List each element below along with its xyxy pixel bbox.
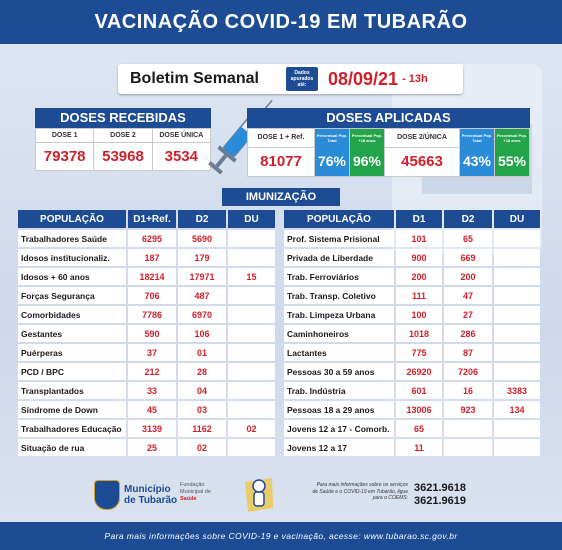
table-row (284, 325, 540, 342)
population-cell: Comorbidades (18, 306, 126, 323)
d2-cell: 1162 (178, 420, 226, 437)
d2-cell: 487 (178, 287, 226, 304)
foundation-line3: Saúde (180, 496, 197, 502)
d1-cell: 100 (396, 306, 442, 323)
table-row (18, 249, 275, 266)
d2-cell: 7206 (444, 363, 492, 380)
d1-cell: 3139 (128, 420, 176, 437)
d1-cell: 101 (396, 230, 442, 247)
population-cell: Trabalhadores Educação (18, 420, 126, 437)
col-header-population: POPULAÇÃO (18, 210, 126, 228)
col-header-d1: D1+Ref. (128, 210, 176, 228)
d2-cell: 200 (444, 268, 492, 285)
table-header-row (18, 210, 275, 228)
col-header-du: DU (494, 210, 540, 228)
table-row (284, 363, 540, 380)
d1-cell: 18214 (128, 268, 176, 285)
table-row (18, 363, 275, 380)
col-header-d1: D1 (396, 210, 442, 228)
table-row (18, 439, 275, 456)
bottom-info-bar (0, 522, 562, 550)
du-cell (228, 249, 275, 266)
d1-cell: 590 (128, 325, 176, 342)
population-cell: Prof. Sistema Prisional (284, 230, 394, 247)
population-cell: Trab. Indústria (284, 382, 394, 399)
d1-cell: 26920 (396, 363, 442, 380)
population-cell: Trab. Ferroviários (284, 268, 394, 285)
page-header (0, 0, 562, 44)
doses-received-title: DOSES RECEBIDAS (35, 108, 211, 128)
municipality-name (124, 484, 177, 506)
d2-cell: 286 (444, 325, 492, 342)
received-single-label: DOSE ÚNICA (153, 129, 210, 143)
pct1-adult-value: 96% (352, 153, 382, 169)
pct2-adult-value: 55% (497, 153, 527, 169)
pct1-total-label: Percentual Pop. Total (316, 133, 348, 143)
received-dose1-value: 79378 (43, 148, 86, 165)
received-dose1 (36, 129, 94, 170)
table-row (284, 439, 540, 456)
d2-cell: 03 (178, 401, 226, 418)
foundation-line2: Municipal de (180, 489, 211, 495)
received-dose2 (94, 129, 152, 170)
d2-cell: 01 (178, 344, 226, 361)
du-cell (228, 363, 275, 380)
table-row (18, 325, 275, 342)
table-row (284, 382, 540, 399)
population-cell: Pessoas 30 a 59 anos (284, 363, 394, 380)
d1-cell: 187 (128, 249, 176, 266)
du-cell (228, 439, 275, 456)
immunization-title: IMUNIZAÇÃO (222, 188, 340, 206)
du-cell (228, 325, 275, 342)
population-cell: Trab. Limpeza Urbana (284, 306, 394, 323)
d1-cell: 37 (128, 344, 176, 361)
phone-numbers (414, 482, 466, 508)
d1-cell: 1018 (396, 325, 442, 342)
table-row (284, 268, 540, 285)
table-row (18, 420, 275, 437)
population-cell: Situação de rua (18, 439, 126, 456)
pct2-adult-label: Percentual Pop. +18 anos (496, 133, 528, 143)
col-header-population: POPULAÇÃO (284, 210, 394, 228)
col-header-du: DU (228, 210, 275, 228)
municipality-line1: Município (124, 484, 171, 495)
population-cell: Lactantes (284, 344, 394, 361)
d1-cell: 111 (396, 287, 442, 304)
population-table-right (282, 208, 542, 458)
d1-cell: 45 (128, 401, 176, 418)
coat-of-arms-icon (94, 480, 120, 510)
population-cell: Idosos + 60 anos (18, 268, 126, 285)
du-cell (494, 268, 540, 285)
d2-cell (444, 420, 492, 437)
applied-dose2-pct-adult (495, 129, 529, 176)
applied-dose2-value: 45663 (401, 153, 443, 170)
d1-cell: 601 (396, 382, 442, 399)
doses-received-grid (35, 128, 211, 171)
population-table-left (16, 208, 277, 458)
received-single-value: 3534 (164, 148, 198, 165)
foundation-line1: Fundação (180, 482, 205, 488)
doses-applied-panel (247, 108, 530, 177)
du-cell (494, 325, 540, 342)
d2-cell: 923 (444, 401, 492, 418)
du-cell (494, 287, 540, 304)
applied-dose1-pct-total (315, 129, 350, 176)
d1-cell: 7786 (128, 306, 176, 323)
table-row (284, 306, 540, 323)
bulletin-title: Boletim Semanal (130, 70, 259, 87)
du-cell (228, 344, 275, 361)
population-cell: Pessoas 18 a 29 anos (284, 401, 394, 418)
d1-cell: 200 (396, 268, 442, 285)
du-cell: 02 (228, 420, 275, 437)
population-cell: Privada de Liberdade (284, 249, 394, 266)
d2-cell: 27 (444, 306, 492, 323)
bottom-info-text: Para mais informações sobre COVID-19 e vacinação, acesse: www.tubarao.sc.gov.br (104, 531, 458, 541)
d2-cell: 02 (178, 439, 226, 456)
table-row (284, 344, 540, 361)
du-cell: 134 (494, 401, 540, 418)
table-row (18, 306, 275, 323)
phone-number-2: 3621.9619 (414, 495, 466, 507)
applied-dose2-label: DOSE 2/ÚNICA (385, 129, 459, 148)
du-cell: 3383 (494, 382, 540, 399)
pct2-total-label: Percentual Pop. Total (461, 133, 493, 143)
applied-dose2-pct-total (460, 129, 495, 176)
received-dose2-label: DOSE 2 (94, 129, 151, 143)
population-cell: Trabalhadores Saúde (18, 230, 126, 247)
population-cell: Gestantes (18, 325, 126, 342)
phone-number-1: 3621.9618 (414, 482, 466, 494)
du-cell: 15 (228, 268, 275, 285)
du-cell (228, 401, 275, 418)
du-cell (228, 287, 275, 304)
d1-cell: 65 (396, 420, 442, 437)
population-cell: Síndrome de Down (18, 401, 126, 418)
col-header-d2: D2 (444, 210, 492, 228)
d2-cell: 04 (178, 382, 226, 399)
bulletin-bar (118, 64, 463, 94)
d2-cell: 17971 (178, 268, 226, 285)
pct2-total-value: 43% (462, 153, 492, 169)
du-cell (494, 249, 540, 266)
d2-cell: 65 (444, 230, 492, 247)
population-cell: Transplantados (18, 382, 126, 399)
table-row (18, 382, 275, 399)
applied-dose1 (248, 129, 315, 176)
col-header-d2: D2 (178, 210, 226, 228)
contact-info-text: Para mais informações sobre os serviços de Saúde e o COVID-19 em Tubarão, ligue para o COEMS: (312, 482, 408, 501)
bulletin-date: 08/09/21 (328, 68, 399, 89)
du-cell (494, 363, 540, 380)
doses-applied-grid (247, 128, 530, 177)
applied-dose2 (385, 129, 460, 176)
table-row (284, 401, 540, 418)
bulletin-time: - 13h (402, 73, 428, 85)
table-row (284, 249, 540, 266)
d1-cell: 25 (128, 439, 176, 456)
pct1-total-value: 76% (317, 153, 347, 169)
population-cell: Caminhoneiros (284, 325, 394, 342)
received-dose1-label: DOSE 1 (36, 129, 93, 143)
du-cell (228, 230, 275, 247)
population-cell: Jovens 12 a 17 - Comorb. (284, 420, 394, 437)
municipality-logo (94, 480, 177, 510)
d2-cell: 179 (178, 249, 226, 266)
d2-cell: 106 (178, 325, 226, 342)
d1-cell: 33 (128, 382, 176, 399)
du-cell (228, 306, 275, 323)
population-cell: Idosos institucionaliz. (18, 249, 126, 266)
d2-cell: 47 (444, 287, 492, 304)
applied-dose1-value: 81077 (260, 153, 302, 170)
d2-cell: 6970 (178, 306, 226, 323)
du-cell (494, 230, 540, 247)
table-row (18, 268, 275, 285)
d1-cell: 11 (396, 439, 442, 456)
table-row (284, 287, 540, 304)
d1-cell: 212 (128, 363, 176, 380)
population-cell: Jovens 12 a 17 (284, 439, 394, 456)
du-cell (494, 439, 540, 456)
received-dose2-value: 53968 (102, 148, 144, 165)
du-cell (494, 420, 540, 437)
d1-cell: 900 (396, 249, 442, 266)
d1-cell: 706 (128, 287, 176, 304)
table-row (284, 420, 540, 437)
population-cell: Forças Segurança (18, 287, 126, 304)
population-cell: Trab. Transp. Coletivo (284, 287, 394, 304)
updated-label: Dados apurados até: (286, 67, 318, 91)
population-cell: Puérperas (18, 344, 126, 361)
du-cell (228, 382, 275, 399)
d2-cell: 87 (444, 344, 492, 361)
du-cell (494, 344, 540, 361)
applied-dose1-pct-adult (350, 129, 385, 176)
table-row (18, 401, 275, 418)
d2-cell (444, 439, 492, 456)
table-row (18, 344, 275, 361)
d2-cell: 28 (178, 363, 226, 380)
vaccine-mascot-icon (242, 474, 276, 514)
d2-cell: 16 (444, 382, 492, 399)
table-row (284, 230, 540, 247)
d2-cell: 5690 (178, 230, 226, 247)
footer-logos (80, 472, 480, 516)
pct1-adult-label: Percentual Pop. +18 anos (351, 133, 383, 143)
applied-dose1-label: DOSE 1 + Ref. (248, 129, 314, 148)
population-cell: PCD / BPC (18, 363, 126, 380)
health-foundation-logo (180, 482, 211, 503)
d1-cell: 13006 (396, 401, 442, 418)
table-row (18, 230, 275, 247)
doses-received-panel (35, 108, 211, 171)
doses-applied-title: DOSES APLICADAS (247, 108, 530, 128)
table-header-row (284, 210, 540, 228)
d1-cell: 775 (396, 344, 442, 361)
page-title: VACINAÇÃO COVID-19 EM TUBARÃO (94, 10, 468, 33)
du-cell (494, 306, 540, 323)
municipality-line2: de Tubarão (124, 495, 178, 506)
d2-cell: 669 (444, 249, 492, 266)
table-row (18, 287, 275, 304)
d1-cell: 6295 (128, 230, 176, 247)
